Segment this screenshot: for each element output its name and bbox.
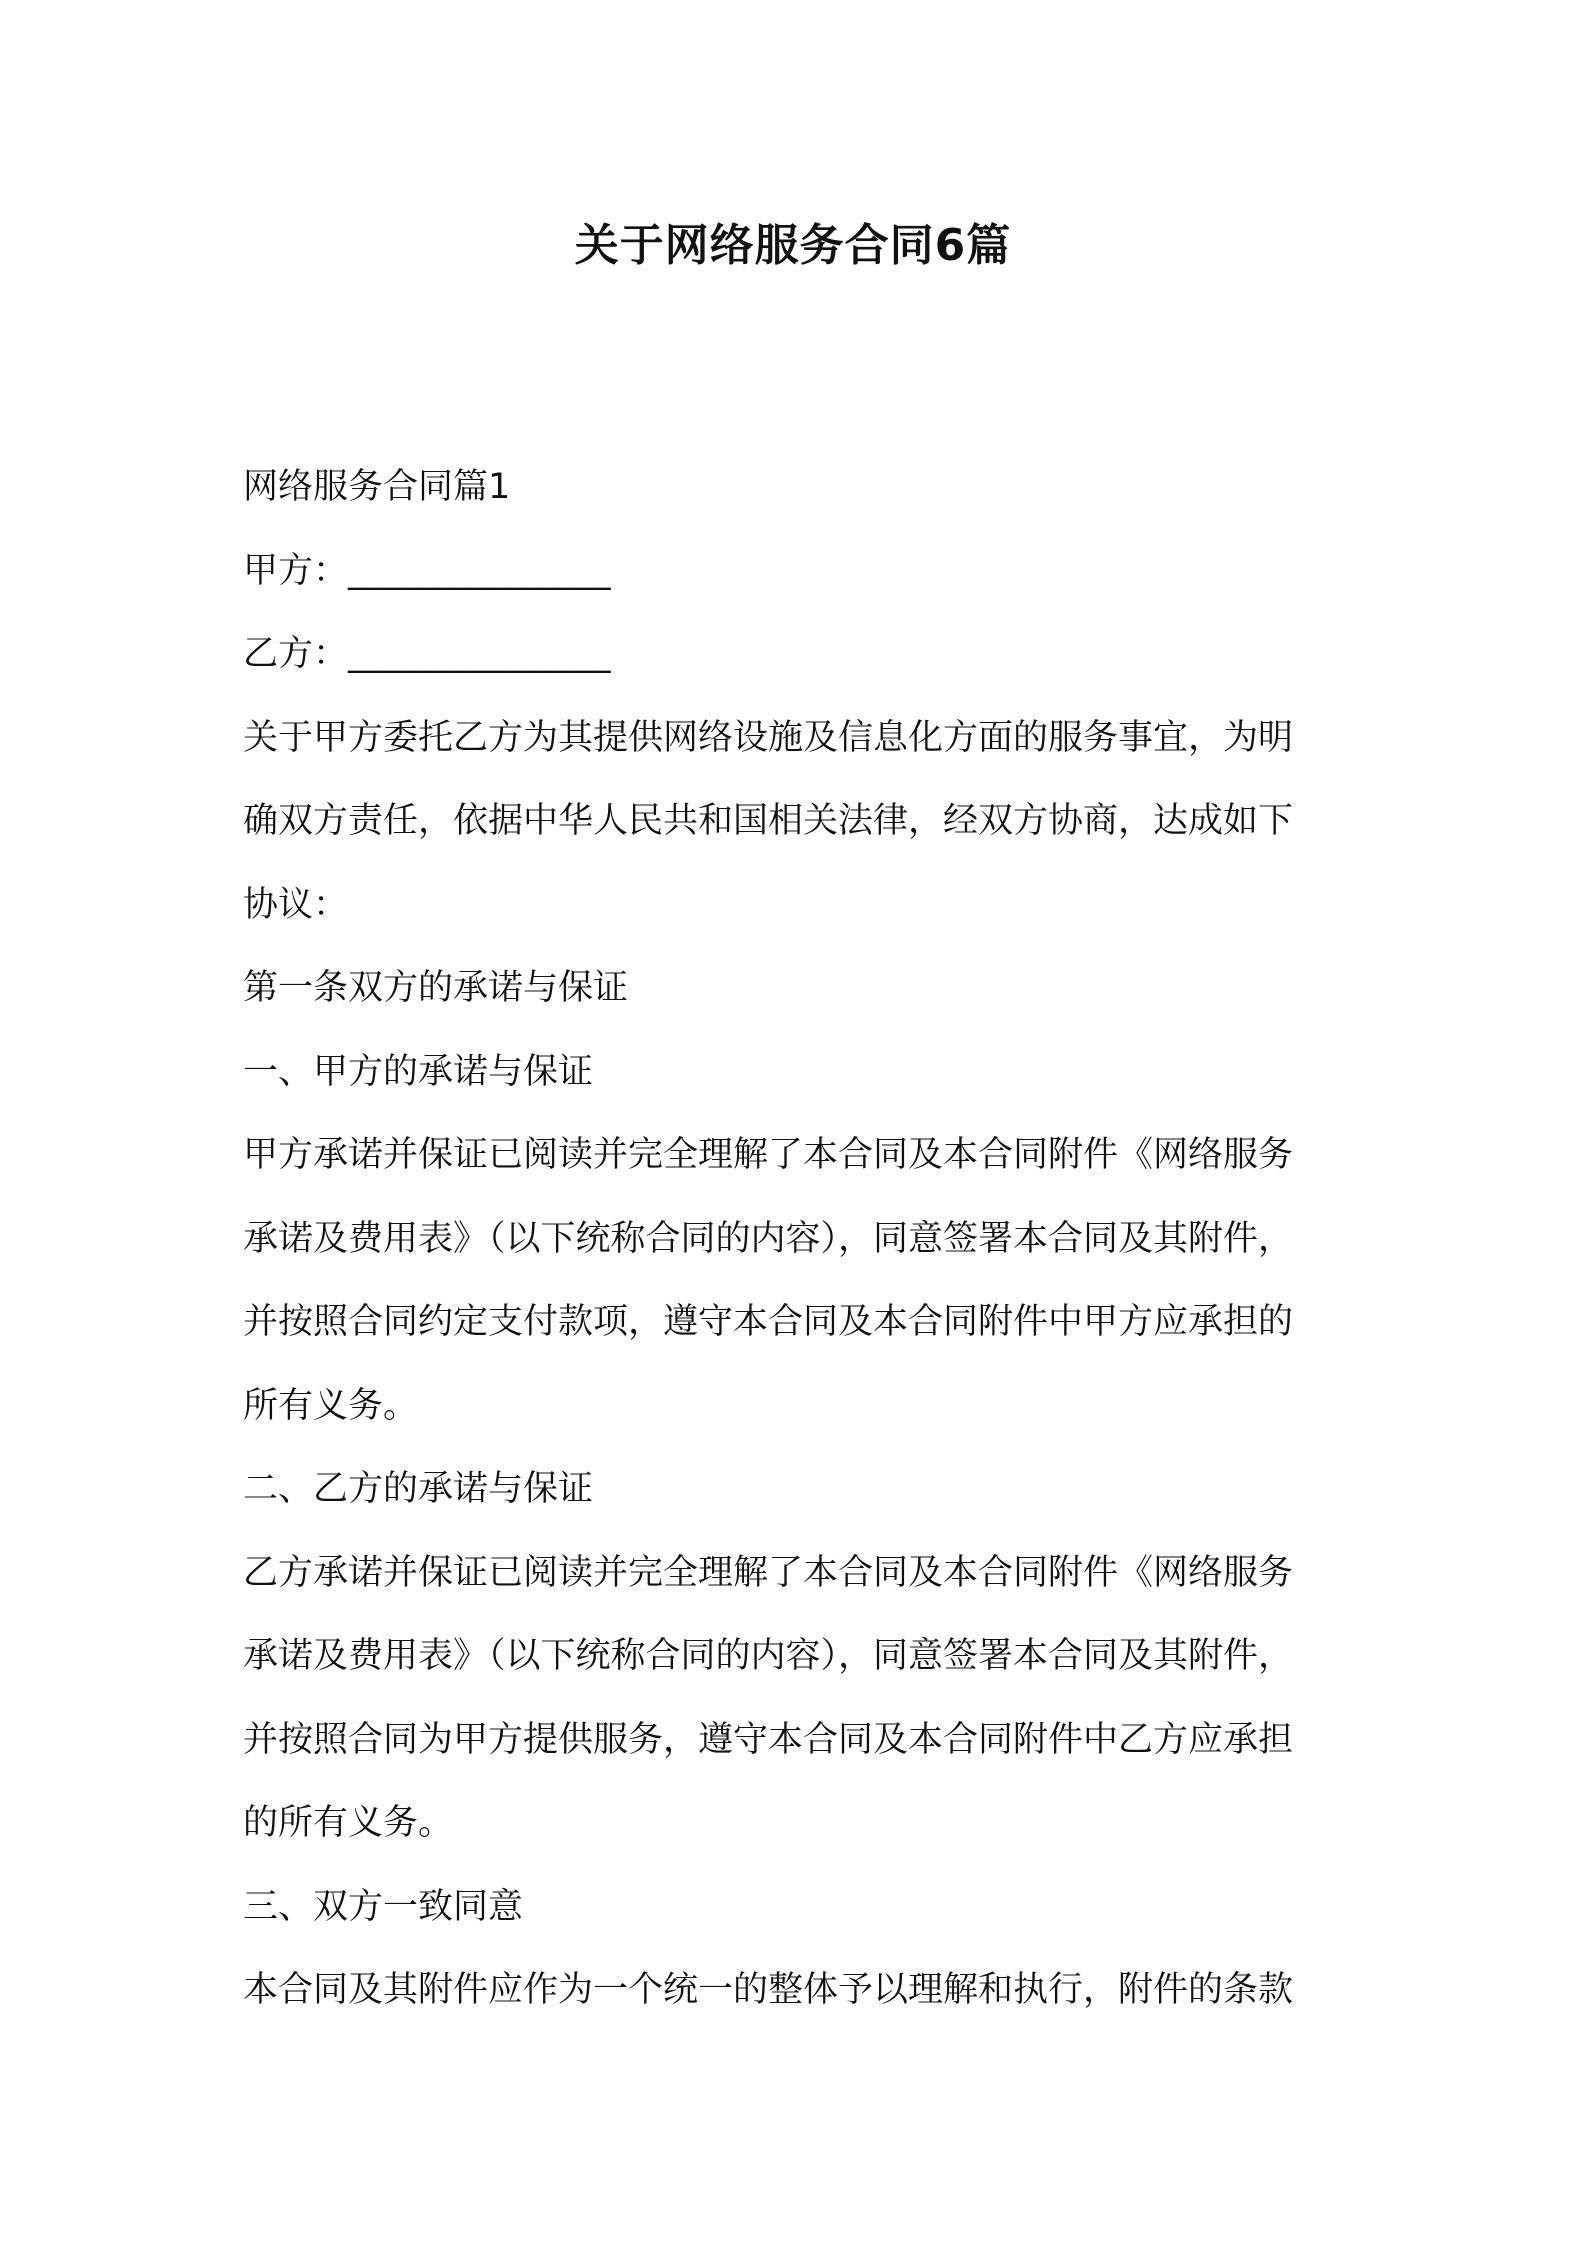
paragraph-line: 并按照合同为甲方提供服务，遵守本合同及本合同附件中乙方应承担 <box>243 1719 1294 1760</box>
section-heading: 网络服务合同篇1 <box>243 467 511 507</box>
paragraph-line: 甲方承诺并保证已阅读并完全理解了本合同及本合同附件《网络服务 <box>243 1135 1294 1175</box>
paragraph-line: 关于甲方委托乙方为其提供网络设施及信息化方面的服务事宜，为明 <box>243 717 1294 758</box>
paragraph-line: 本合同及其附件应作为一个统一的整体予以理解和执行，附件的条款 <box>243 1970 1294 2010</box>
subsection-heading: 一、甲方的承诺与保证 <box>243 1051 594 1092</box>
paragraph-line: 协议： <box>243 884 349 925</box>
subsection-heading: 三、双方一致同意 <box>243 1886 524 1927</box>
document-body <box>243 446 1353 2033</box>
party-a-line: 甲方：_______________ <box>243 550 611 591</box>
paragraph-line: 承诺及费用表》（以下统称合同的内容），同意签署本合同及其附件， <box>243 1636 1294 1676</box>
subsection-heading: 二、乙方的承诺与保证 <box>243 1469 594 1509</box>
article-heading: 第一条双方的承诺与保证 <box>243 968 629 1008</box>
paragraph-line: 的所有义务。 <box>243 1803 454 1843</box>
paragraph-line: 所有义务。 <box>243 1385 419 1426</box>
party-b-line: 乙方：_______________ <box>243 634 611 674</box>
paragraph-line: 承诺及费用表》（以下统称合同的内容），同意签署本合同及其附件， <box>243 1218 1294 1259</box>
paragraph-line: 确双方责任，依据中华人民共和国相关法律，经双方协商，达成如下 <box>243 801 1294 841</box>
paragraph-line: 并按照合同约定支付款项，遵守本合同及本合同附件中甲方应承担的 <box>243 1302 1294 1342</box>
paragraph-line: 乙方承诺并保证已阅读并完全理解了本合同及本合同附件《网络服务 <box>243 1552 1294 1593</box>
document-title: 关于网络服务合同6篇 <box>574 220 1012 271</box>
